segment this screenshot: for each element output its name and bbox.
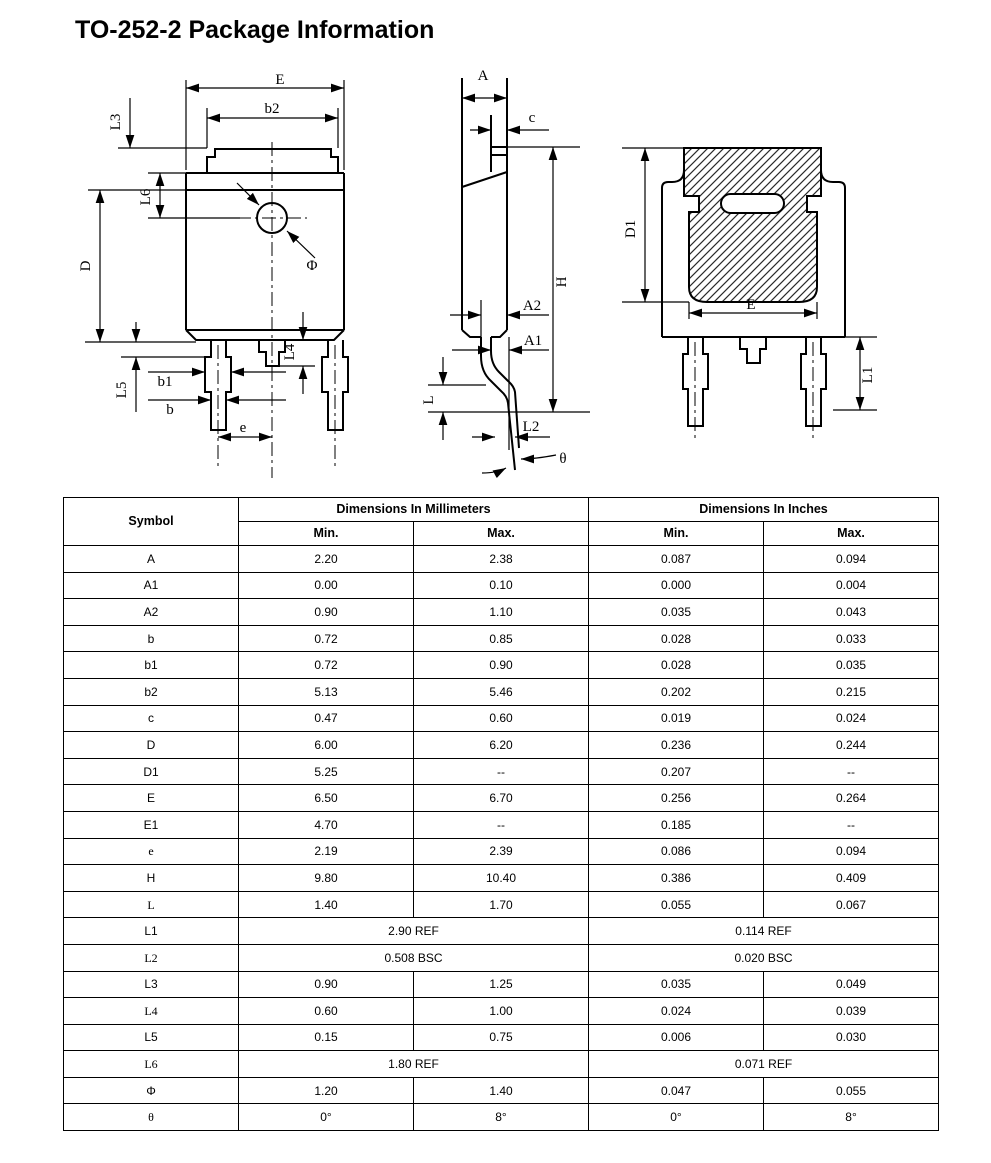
cell-inch-max: 0.030 — [764, 1024, 939, 1051]
cell-inch-min: 0.000 — [589, 572, 764, 599]
front-view — [78, 72, 348, 478]
dim-label-L1: L1 — [860, 366, 876, 384]
cell-symbol: E1 — [64, 811, 239, 838]
cell-inch-min: 0.028 — [589, 652, 764, 679]
dim-label-L5: L5 — [114, 381, 130, 399]
cell-inch-max: 0.024 — [764, 705, 939, 732]
cell-mm-min: 4.70 — [239, 811, 414, 838]
cell-symbol: θ — [64, 1104, 239, 1131]
header-inch-group: Dimensions In Inches — [589, 498, 939, 522]
header-mm-group: Dimensions In Millimeters — [239, 498, 589, 522]
cell-mm-max: -- — [414, 758, 589, 785]
cell-symbol: L4 — [64, 998, 239, 1025]
cell-inch-span: 0.071 REF — [589, 1051, 939, 1078]
cell-symbol: c — [64, 705, 239, 732]
cell-mm-span: 2.90 REF — [239, 918, 589, 945]
cell-mm-max: 1.40 — [414, 1077, 589, 1104]
dim-label-L-side: L — [421, 395, 437, 405]
cell-symbol: D1 — [64, 758, 239, 785]
table-row — [64, 1077, 939, 1104]
table-row — [64, 732, 939, 759]
cell-mm-max: 0.90 — [414, 652, 589, 679]
cell-inch-min: 0.024 — [589, 998, 764, 1025]
cell-inch-max: 0.039 — [764, 998, 939, 1025]
dim-label-phi: Φ — [306, 258, 318, 274]
side-package-outline — [462, 78, 519, 470]
cell-mm-min: 9.80 — [239, 865, 414, 892]
dim-label-D: D — [78, 260, 94, 272]
cell-mm-min: 5.25 — [239, 758, 414, 785]
cell-mm-min: 5.13 — [239, 678, 414, 705]
cell-mm-min: 0.72 — [239, 625, 414, 652]
table-body — [64, 546, 939, 1131]
front-centerlines — [218, 142, 335, 478]
dim-label-b1: b1 — [157, 374, 173, 390]
dimensions-table — [63, 497, 939, 1131]
cell-symbol: b1 — [64, 652, 239, 679]
table-header — [64, 498, 939, 546]
dim-label-b2: b2 — [264, 101, 280, 117]
dim-label-A2: A2 — [522, 298, 542, 314]
table-row — [64, 572, 939, 599]
cell-mm-max: 2.39 — [414, 838, 589, 865]
cell-mm-max: 6.20 — [414, 732, 589, 759]
header-symbol: Symbol — [64, 498, 239, 546]
dim-label-L4: L4 — [282, 343, 298, 361]
table-row — [64, 811, 939, 838]
cell-inch-min: 0.207 — [589, 758, 764, 785]
cell-inch-min: 0° — [589, 1104, 764, 1131]
cell-inch-max: 0.264 — [764, 785, 939, 812]
cell-mm-min: 0° — [239, 1104, 414, 1131]
table-row — [64, 625, 939, 652]
cell-symbol: H — [64, 865, 239, 892]
cell-mm-min: 0.60 — [239, 998, 414, 1025]
table-row — [64, 652, 939, 679]
cell-symbol: b2 — [64, 678, 239, 705]
front-package-outline — [186, 149, 348, 430]
cell-inch-max: 8° — [764, 1104, 939, 1131]
dim-label-D1: D1 — [623, 219, 639, 239]
table-row — [64, 918, 939, 945]
cell-mm-min: 0.15 — [239, 1024, 414, 1051]
cell-inch-min: 0.047 — [589, 1077, 764, 1104]
cell-inch-span: 0.020 BSC — [589, 944, 939, 971]
cell-inch-max: 0.094 — [764, 546, 939, 573]
cell-inch-min: 0.019 — [589, 705, 764, 732]
cell-inch-max: -- — [764, 758, 939, 785]
cell-symbol: L6 — [64, 1051, 239, 1078]
cell-inch-max: -- — [764, 811, 939, 838]
cell-inch-max: 0.035 — [764, 652, 939, 679]
package-drawings — [0, 0, 991, 497]
cell-mm-max: 2.38 — [414, 546, 589, 573]
table-row — [64, 998, 939, 1025]
cell-mm-min: 0.90 — [239, 971, 414, 998]
cell-inch-max: 0.033 — [764, 625, 939, 652]
cell-inch-min: 0.006 — [589, 1024, 764, 1051]
table-row — [64, 758, 939, 785]
pad-slot-hole — [721, 194, 784, 213]
cell-inch-max: 0.043 — [764, 599, 939, 626]
dim-label-L2: L2 — [522, 419, 540, 435]
dim-label-A1: A1 — [523, 333, 543, 349]
table-row — [64, 785, 939, 812]
header-mm-max: Max. — [414, 522, 589, 546]
table-row — [64, 838, 939, 865]
table-row — [64, 891, 939, 918]
cell-mm-max: -- — [414, 811, 589, 838]
cell-symbol: A — [64, 546, 239, 573]
exposed-pad-hatched — [684, 148, 821, 302]
cell-mm-min: 6.00 — [239, 732, 414, 759]
cell-symbol: A1 — [64, 572, 239, 599]
cell-mm-max: 0.85 — [414, 625, 589, 652]
cell-mm-min: 0.00 — [239, 572, 414, 599]
cell-inch-min: 0.086 — [589, 838, 764, 865]
cell-inch-min: 0.035 — [589, 971, 764, 998]
cell-mm-max: 0.60 — [414, 705, 589, 732]
back-center-tab — [740, 337, 766, 363]
table-row — [64, 944, 939, 971]
cell-symbol: L — [64, 891, 239, 918]
page-title: TO-252-2 Package Information — [75, 16, 435, 44]
header-inch-max: Max. — [764, 522, 939, 546]
cell-inch-max: 0.409 — [764, 865, 939, 892]
cell-symbol: Φ — [64, 1077, 239, 1104]
cell-symbol: e — [64, 838, 239, 865]
back-view — [622, 148, 877, 442]
dim-label-e: e — [239, 420, 247, 436]
cell-inch-min: 0.386 — [589, 865, 764, 892]
side-view — [421, 68, 590, 473]
table-row — [64, 1024, 939, 1051]
cell-mm-max: 1.00 — [414, 998, 589, 1025]
dim-label-E-back: E — [746, 297, 756, 313]
dim-label-L3: L3 — [108, 113, 124, 131]
back-centerlines — [695, 342, 813, 442]
cell-inch-max: 0.215 — [764, 678, 939, 705]
dim-label-c: c — [528, 110, 536, 126]
cell-symbol: L3 — [64, 971, 239, 998]
cell-mm-span: 1.80 REF — [239, 1051, 589, 1078]
cell-inch-min: 0.055 — [589, 891, 764, 918]
cell-symbol: L2 — [64, 944, 239, 971]
cell-inch-max: 0.067 — [764, 891, 939, 918]
cell-mm-max: 1.70 — [414, 891, 589, 918]
cell-symbol: E — [64, 785, 239, 812]
cell-inch-min: 0.202 — [589, 678, 764, 705]
cell-inch-max: 0.055 — [764, 1077, 939, 1104]
cell-mm-min: 1.40 — [239, 891, 414, 918]
dim-label-L6: L6 — [138, 188, 154, 206]
cell-mm-min: 1.20 — [239, 1077, 414, 1104]
cell-symbol: L1 — [64, 918, 239, 945]
cell-symbol: A2 — [64, 599, 239, 626]
table-row — [64, 705, 939, 732]
dim-label-H: H — [554, 276, 570, 288]
cell-inch-min: 0.028 — [589, 625, 764, 652]
cell-symbol: b — [64, 625, 239, 652]
header-inch-min: Min. — [589, 522, 764, 546]
table-row — [64, 599, 939, 626]
cell-inch-min: 0.087 — [589, 546, 764, 573]
dim-label-theta: θ — [559, 451, 567, 467]
cell-mm-max: 0.10 — [414, 572, 589, 599]
dimension-table-section — [63, 497, 939, 1131]
cell-mm-max: 1.25 — [414, 971, 589, 998]
cell-mm-min: 6.50 — [239, 785, 414, 812]
table-row — [64, 971, 939, 998]
side-lead-front — [481, 337, 515, 470]
cell-inch-span: 0.114 REF — [589, 918, 939, 945]
cell-mm-min: 0.72 — [239, 652, 414, 679]
table-row — [64, 1051, 939, 1078]
dim-label-A: A — [477, 68, 489, 84]
cell-inch-min: 0.035 — [589, 599, 764, 626]
cell-inch-max: 0.244 — [764, 732, 939, 759]
cell-mm-max: 0.75 — [414, 1024, 589, 1051]
cell-inch-min: 0.236 — [589, 732, 764, 759]
table-row — [64, 678, 939, 705]
cell-mm-min: 0.47 — [239, 705, 414, 732]
dim-label-b: b — [166, 402, 174, 418]
table-row — [64, 865, 939, 892]
cell-symbol: L5 — [64, 1024, 239, 1051]
cell-inch-min: 0.185 — [589, 811, 764, 838]
cell-mm-max: 10.40 — [414, 865, 589, 892]
cell-inch-min: 0.256 — [589, 785, 764, 812]
cell-mm-min: 2.19 — [239, 838, 414, 865]
table-row — [64, 546, 939, 573]
cell-mm-max: 6.70 — [414, 785, 589, 812]
cell-mm-max: 1.10 — [414, 599, 589, 626]
cell-mm-max: 8° — [414, 1104, 589, 1131]
header-mm-min: Min. — [239, 522, 414, 546]
cell-mm-min: 0.90 — [239, 599, 414, 626]
cell-mm-min: 2.20 — [239, 546, 414, 573]
dim-label-E-front: E — [275, 72, 285, 88]
cell-inch-max: 0.049 — [764, 971, 939, 998]
cell-inch-max: 0.004 — [764, 572, 939, 599]
cell-mm-max: 5.46 — [414, 678, 589, 705]
side-lead-back — [491, 337, 519, 448]
cell-inch-max: 0.094 — [764, 838, 939, 865]
cell-mm-span: 0.508 BSC — [239, 944, 589, 971]
table-row — [64, 1104, 939, 1131]
cell-symbol: D — [64, 732, 239, 759]
